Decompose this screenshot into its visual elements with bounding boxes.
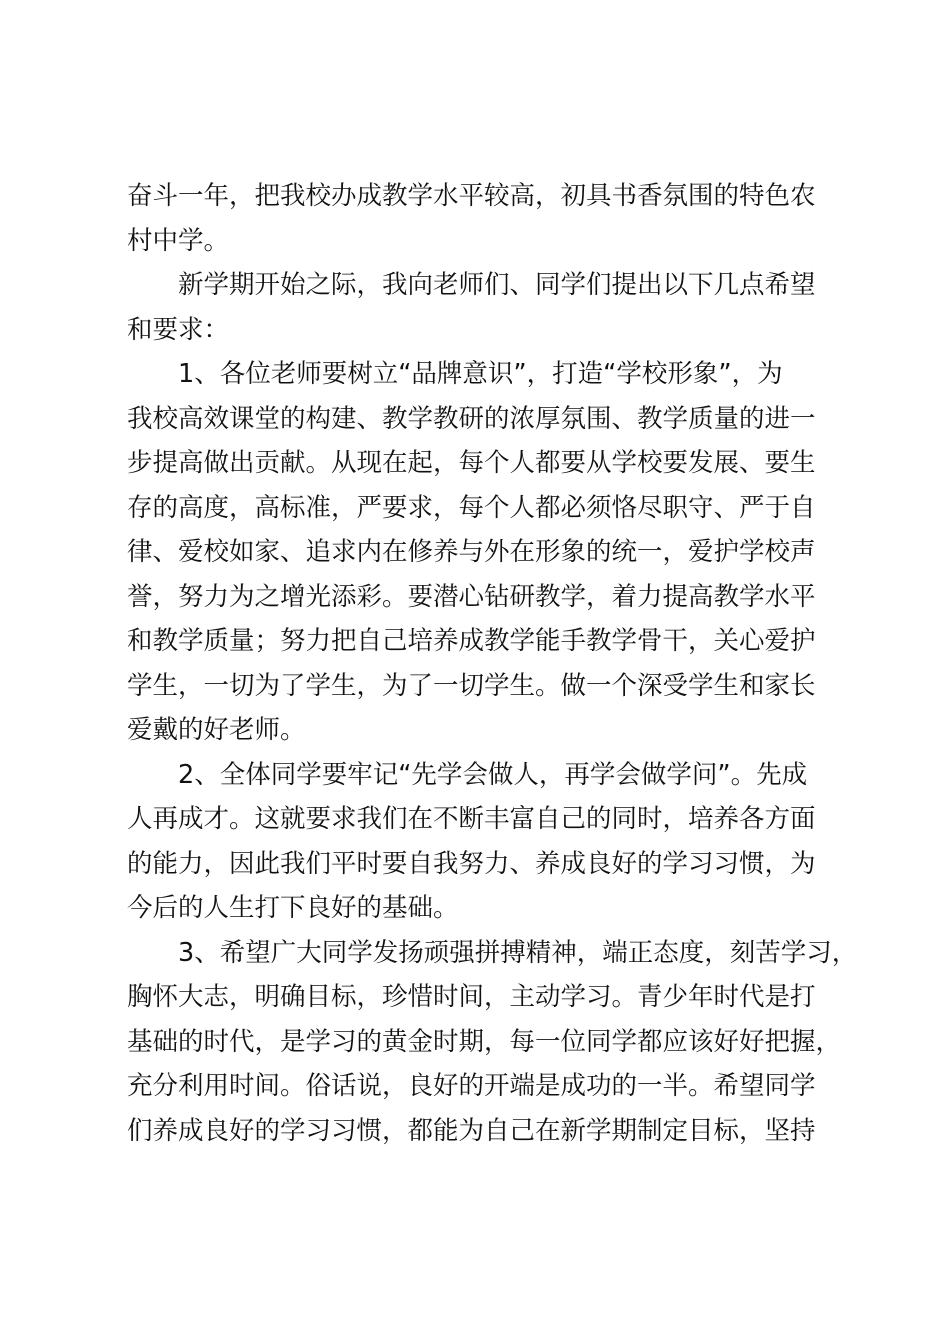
text-line: 的能力，因此我们平时要自我努力、养成良好的学习习惯，为 — [127, 848, 816, 879]
text-line: 步提高做出贡献。从现在起，每个人都要从学校要发展、要生 — [127, 448, 816, 478]
paragraph-start-line: 新学期开始之际，我向老师们、同学们提出以下几点希望 — [178, 270, 816, 300]
body-text — [127, 174, 858, 1153]
paragraph-start-line: 2、全体同学要牢记“先学会做人，再学会做学问”。先成 — [178, 759, 808, 790]
paragraph-start-line: 3、希望广大同学发扬顽强拼搏精神，端正态度，刻苦学习， — [178, 937, 858, 968]
text-line: 基础的时代，是学习的黄金时期，每一位同学都应该好好把握， — [127, 1026, 842, 1057]
paragraph-start-line: 1、各位老师要树立“品牌意识”，打造“学校形象”，为 — [178, 359, 783, 389]
text-line: 学生，一切为了学生，为了一切学生。做一个深受学生和家长 — [127, 670, 816, 701]
text-line: 律、爱校如家、追求内在修养与外在形象的统一，爱护学校声 — [127, 537, 816, 567]
text-line: 奋斗一年，把我校办成教学水平较高，初具书香氛围的特色农 — [127, 181, 816, 211]
text-line: 存的高度，高标准，严要求，每个人都必须恪尽职守、严于自 — [127, 492, 816, 523]
text-line: 们养成良好的学习习惯，都能为自己在新学期制定目标，坚持 — [127, 1115, 816, 1146]
text-line: 今后的人生打下良好的基础。 — [127, 893, 459, 923]
text-line: 爱戴的好老师。 — [127, 715, 306, 745]
text-line: 和教学质量；努力把自己培养成教学能手教学骨干，关心爱护 — [127, 626, 816, 656]
text-line: 誉，努力为之增光添彩。要潜心钻研教学，着力提高教学水平 — [127, 581, 816, 612]
text-line: 人再成才。这就要求我们在不断丰富自己的同时，培养各方面 — [127, 804, 816, 834]
text-line: 我校高效课堂的构建、教学教研的浓厚氛围、教学质量的进一 — [127, 403, 816, 434]
text-line: 胸怀大志，明确目标，珍惜时间，主动学习。青少年时代是打 — [127, 982, 816, 1012]
text-line: 充分利用时间。俗话说，良好的开端是成功的一半。希望同学 — [127, 1071, 816, 1101]
text-line: 和要求： — [127, 314, 230, 345]
text-line: 村中学。 — [127, 225, 230, 256]
